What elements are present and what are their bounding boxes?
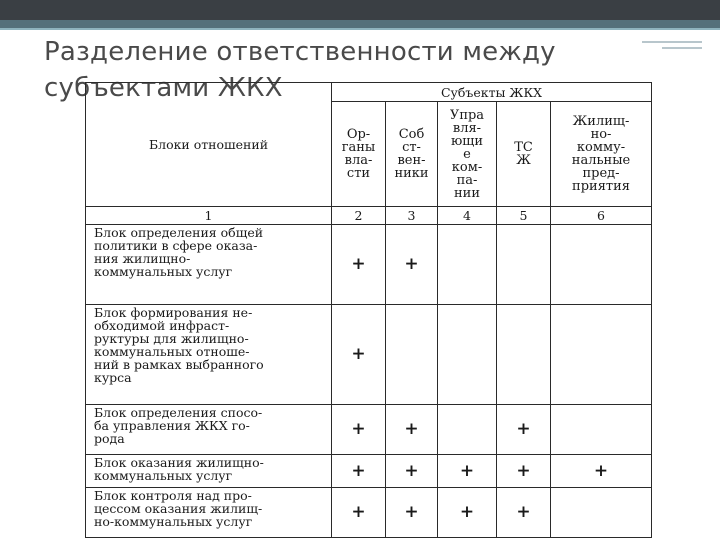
responsibility-mark: +	[332, 405, 386, 455]
blocks-header: Блоки отношений	[86, 83, 332, 207]
column-number: 1	[86, 207, 332, 225]
subject-column-header: Упра вля- ющи е ком- па- нии	[438, 102, 497, 207]
subject-column-header: Жилищ- но- комму- нальные пред- приятия	[551, 102, 652, 207]
decor-line	[642, 41, 702, 43]
responsibility-mark: +	[386, 225, 438, 305]
subjects-header: Субъекты ЖКХ	[332, 83, 652, 102]
responsibility-mark: +	[386, 488, 438, 538]
responsibility-mark	[438, 305, 497, 405]
top-bar-line	[0, 28, 720, 30]
title-line-2: субъектами ЖКХ	[44, 73, 283, 103]
table-row	[86, 225, 652, 305]
responsibility-mark: +	[497, 455, 551, 488]
responsibility-mark: +	[497, 488, 551, 538]
top-bar-accent	[0, 20, 720, 28]
block-label: Блок оказания жилищно- коммунальных услуг	[86, 455, 332, 488]
column-number: 3	[386, 207, 438, 225]
table-row	[86, 405, 652, 455]
decor-line	[662, 47, 702, 49]
responsibility-table	[85, 82, 652, 538]
responsibility-mark	[551, 225, 652, 305]
responsibility-mark: +	[497, 405, 551, 455]
responsibility-mark	[438, 225, 497, 305]
responsibility-mark: +	[438, 455, 497, 488]
block-label: Блок формирования не- обходимой инфраст- руктуры для жилищно- коммунальных отноше- ний в рамках выбранного курса	[86, 305, 332, 405]
block-label: Блок контроля над про- цессом оказания жилищ- но-коммунальных услуг	[86, 488, 332, 538]
responsibility-mark	[551, 305, 652, 405]
responsibility-mark	[438, 405, 497, 455]
top-bar	[0, 0, 720, 20]
responsibility-mark: +	[386, 455, 438, 488]
responsibility-mark	[497, 305, 551, 405]
column-number: 4	[438, 207, 497, 225]
responsibility-mark: +	[386, 405, 438, 455]
responsibility-mark	[386, 305, 438, 405]
subject-column-header: ТС Ж	[497, 102, 551, 207]
column-number: 6	[551, 207, 652, 225]
table-row	[86, 455, 652, 488]
responsibility-mark: +	[332, 488, 386, 538]
responsibility-mark: +	[438, 488, 497, 538]
table-row	[86, 305, 652, 405]
responsibility-mark: +	[332, 455, 386, 488]
block-label: Блок определения спосо- ба управления ЖКХ го- рода	[86, 405, 332, 455]
block-label: Блок определения общей политики в сфере оказа- ния жилищно- коммунальных услуг	[86, 225, 332, 305]
subject-column-header: Ор- ганы вла- сти	[332, 102, 386, 207]
responsibility-mark: +	[551, 455, 652, 488]
column-number: 5	[497, 207, 551, 225]
responsibility-mark: +	[332, 305, 386, 405]
responsibility-mark: +	[332, 225, 386, 305]
responsibility-mark	[497, 225, 551, 305]
column-number: 2	[332, 207, 386, 225]
responsibility-mark	[551, 488, 652, 538]
title-line-1: Разделение ответственности между	[44, 37, 556, 67]
subject-column-header: Соб ст- вен- ники	[386, 102, 438, 207]
responsibility-mark	[551, 405, 652, 455]
table-row	[86, 488, 652, 538]
